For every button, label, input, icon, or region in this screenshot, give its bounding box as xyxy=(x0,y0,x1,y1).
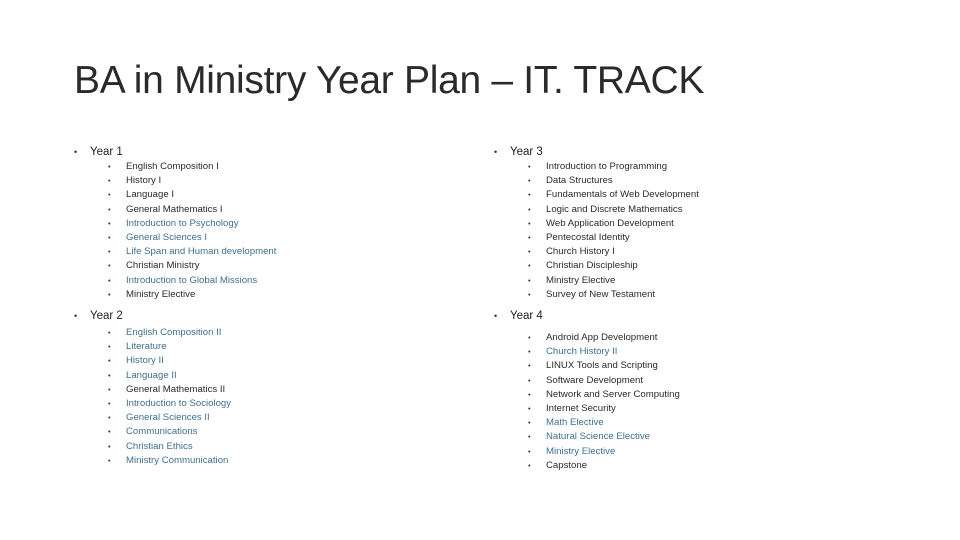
year-4-heading xyxy=(494,308,680,324)
course-item: • Introduction to Global Missions xyxy=(108,274,258,286)
year-2-heading xyxy=(74,308,231,324)
course-item: • Natural Science Elective xyxy=(528,431,650,443)
year-3-heading xyxy=(494,144,699,160)
course-item: • English Composition II xyxy=(108,327,222,338)
year-1-section xyxy=(74,144,276,302)
year-3-course-list xyxy=(494,160,699,302)
course-item: • Capstone xyxy=(528,459,588,471)
course-item: • General Sciences I xyxy=(108,231,208,243)
course-item: • Christian Ethics xyxy=(108,440,193,452)
bullet-icon: • xyxy=(494,147,498,157)
course-item: • Introduction to Psychology xyxy=(108,217,239,229)
bullet-icon: • xyxy=(74,147,78,157)
course-item: • Communications xyxy=(108,426,198,438)
course-item: • Data Structures xyxy=(528,175,613,187)
year-4-label: Year 4 xyxy=(510,310,543,322)
course-item: • Life Span and Human development xyxy=(108,246,277,258)
course-item: • Ministry Elective xyxy=(528,445,616,457)
year-2-label: Year 2 xyxy=(90,310,123,322)
slide-title: BA in Ministry Year Plan – IT. TRACK xyxy=(74,59,705,102)
course-item: • Logic and Discrete Mathematics xyxy=(528,203,683,215)
year-1-course-list xyxy=(74,160,276,302)
year-1-heading xyxy=(74,144,276,160)
course-item: • Internet Security xyxy=(528,402,616,414)
course-item: • Ministry Elective xyxy=(528,274,616,286)
course-item: • Android App Development xyxy=(528,332,658,343)
course-item: • Network and Server Computing xyxy=(528,388,680,400)
course-item: • General Mathematics II xyxy=(108,383,226,395)
course-item: • LINUX Tools and Scripting xyxy=(528,360,658,372)
course-item: • Christian Discipleship xyxy=(528,260,638,272)
bullet-icon: • xyxy=(74,311,78,321)
course-item: • Fundamentals of Web Development xyxy=(528,189,699,201)
course-item: • Christian Ministry xyxy=(108,260,200,272)
course-item: • General Sciences II xyxy=(108,412,210,424)
course-item: • Survey of New Testament xyxy=(528,288,656,300)
year-2-course-list xyxy=(74,326,231,468)
course-item: • Math Elective xyxy=(528,417,604,429)
course-item: • Church History II xyxy=(528,346,618,358)
course-item: • Ministry Elective xyxy=(108,288,196,300)
course-item: • Ministry Communication xyxy=(108,454,229,466)
course-item: • Software Development xyxy=(528,374,644,386)
course-item: • History I xyxy=(108,175,162,187)
bullet-icon: • xyxy=(494,311,498,321)
course-item: • Pentecostal Identity xyxy=(528,231,630,243)
course-item: • Web Application Development xyxy=(528,217,674,229)
course-item: • General Mathematics I xyxy=(108,203,223,215)
year-2-section xyxy=(74,308,231,468)
course-item: • Language I xyxy=(108,189,175,201)
course-item: • Language II xyxy=(108,369,177,381)
year-1-label: Year 1 xyxy=(90,146,123,158)
course-item: • Literature xyxy=(108,341,167,353)
year-4-course-list xyxy=(494,331,680,473)
course-item: • Introduction to Programming xyxy=(528,161,668,172)
year-3-section xyxy=(494,144,699,302)
course-item: • Church History I xyxy=(528,246,615,258)
year-4-section xyxy=(494,308,680,473)
course-item: • English Composition I xyxy=(108,161,219,172)
course-item: • History II xyxy=(108,355,164,367)
course-item: • Introduction to Sociology xyxy=(108,397,232,409)
year-3-label: Year 3 xyxy=(510,146,543,158)
